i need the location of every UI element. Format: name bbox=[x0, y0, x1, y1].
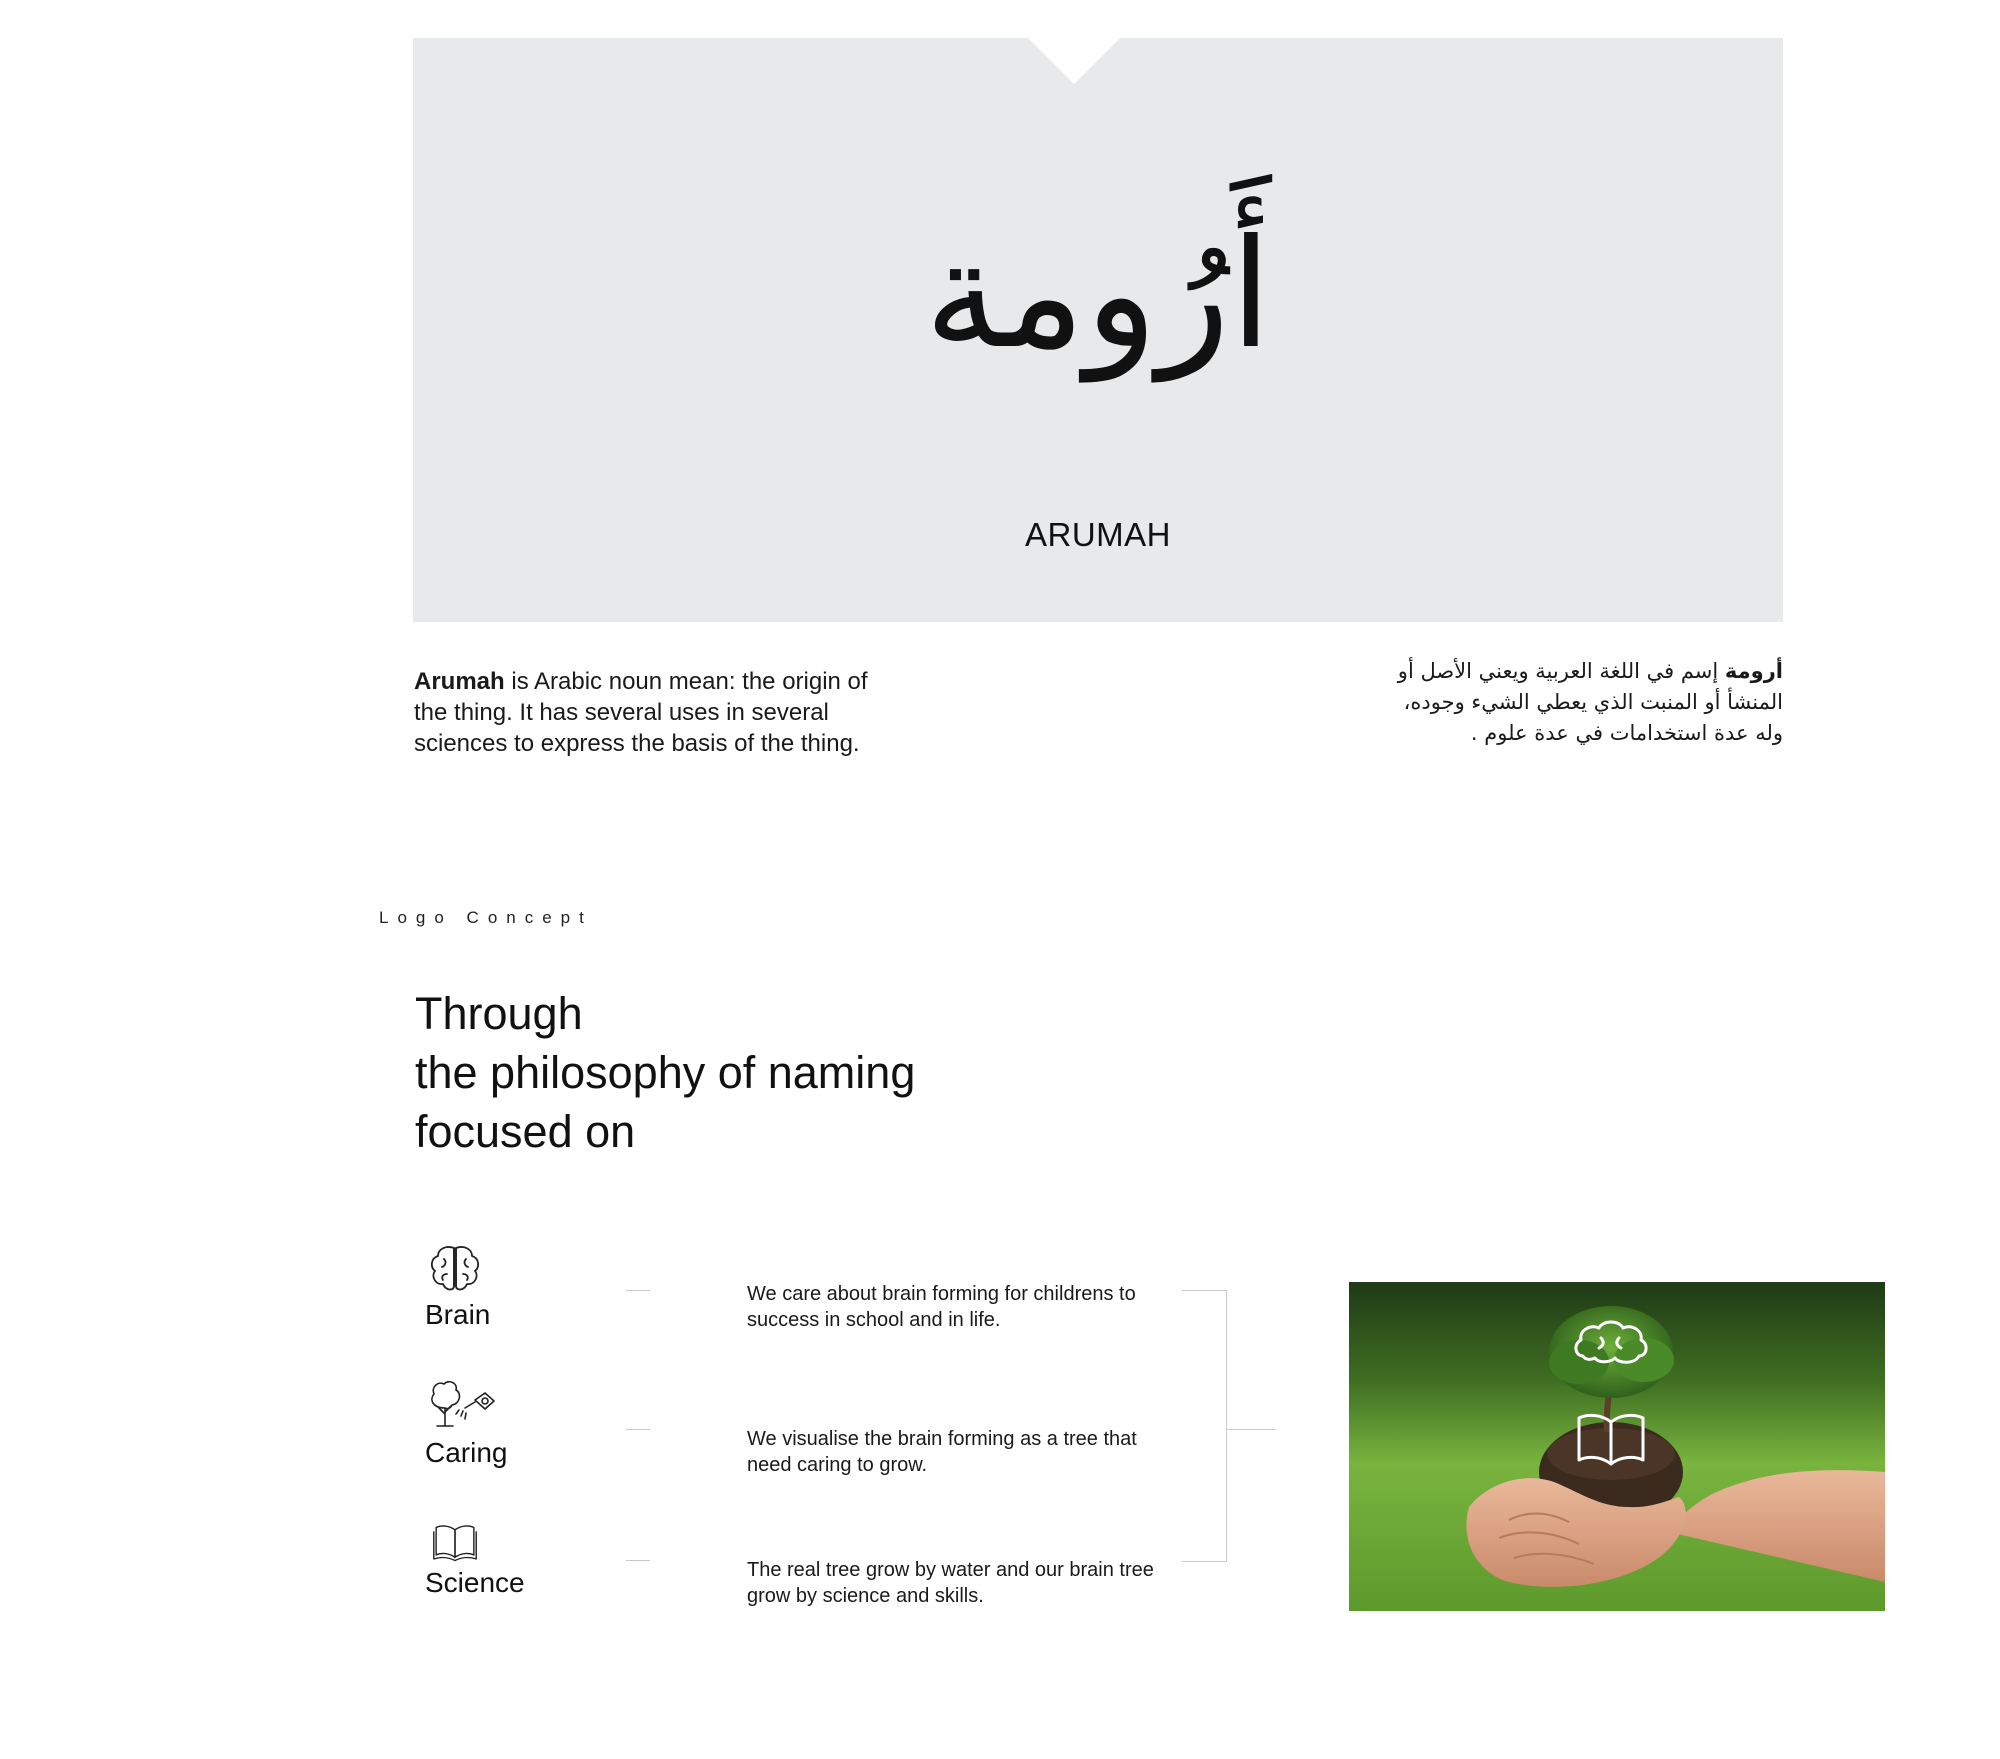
description-arabic-term: أرومة bbox=[1724, 659, 1783, 683]
concept-label-brain: Brain bbox=[425, 1299, 491, 1330]
concept-bracket-tail bbox=[1226, 1429, 1276, 1430]
headline-line-1: Through bbox=[415, 988, 583, 1039]
open-book-icon bbox=[425, 1522, 485, 1566]
tree-watering-icon bbox=[425, 1376, 505, 1436]
connector-dash-caring bbox=[626, 1429, 650, 1430]
concept-label-caring: Caring bbox=[425, 1437, 508, 1468]
hands-holding-sapling-photo bbox=[1349, 1282, 1885, 1611]
photo-illustration bbox=[1349, 1282, 1885, 1611]
section-label-logo-concept: Logo Concept bbox=[379, 908, 593, 927]
description-english-text: is Arabic noun mean: the origin of the thing. It has several uses in several sciences to express the basis of the thing. bbox=[414, 668, 868, 757]
arabic-logo-title: أَرُومة bbox=[924, 208, 1272, 382]
concept-brain bbox=[425, 1242, 490, 1332]
concept-note-brain: We care about brain forming for childrens to success in school and in life. bbox=[747, 1283, 1136, 1331]
concept-note-caring: We visualise the brain forming as a tree that need caring to grow. bbox=[747, 1428, 1137, 1476]
headline-line-2: the philosophy of naming bbox=[415, 1047, 916, 1098]
connector-dash-brain bbox=[626, 1290, 650, 1291]
description-arabic bbox=[1380, 656, 1783, 749]
headline-line-3: focused on bbox=[415, 1106, 636, 1157]
concept-note-science: The real tree grow by water and our brain tree grow by science and skills. bbox=[747, 1559, 1154, 1607]
concept-caring bbox=[425, 1376, 507, 1470]
description-english-term: Arumah bbox=[414, 668, 505, 695]
description-english bbox=[414, 666, 884, 759]
concept-headline bbox=[415, 984, 1115, 1161]
brain-icon bbox=[425, 1242, 485, 1298]
concept-bracket bbox=[1182, 1290, 1227, 1562]
description-arabic-text: إسم في اللغة العربية ويعني الأصل أو المنشأ أو المنبت الذي يعطي الشيء وجوده، وله عدة استخدامات في عدة علوم . bbox=[1397, 659, 1783, 745]
concept-science bbox=[425, 1522, 525, 1600]
connector-dash-science bbox=[626, 1560, 650, 1561]
hero-notch bbox=[1027, 37, 1121, 84]
concept-label-science: Science bbox=[425, 1567, 525, 1598]
latin-logo-title: ARUMAH bbox=[1024, 516, 1171, 553]
